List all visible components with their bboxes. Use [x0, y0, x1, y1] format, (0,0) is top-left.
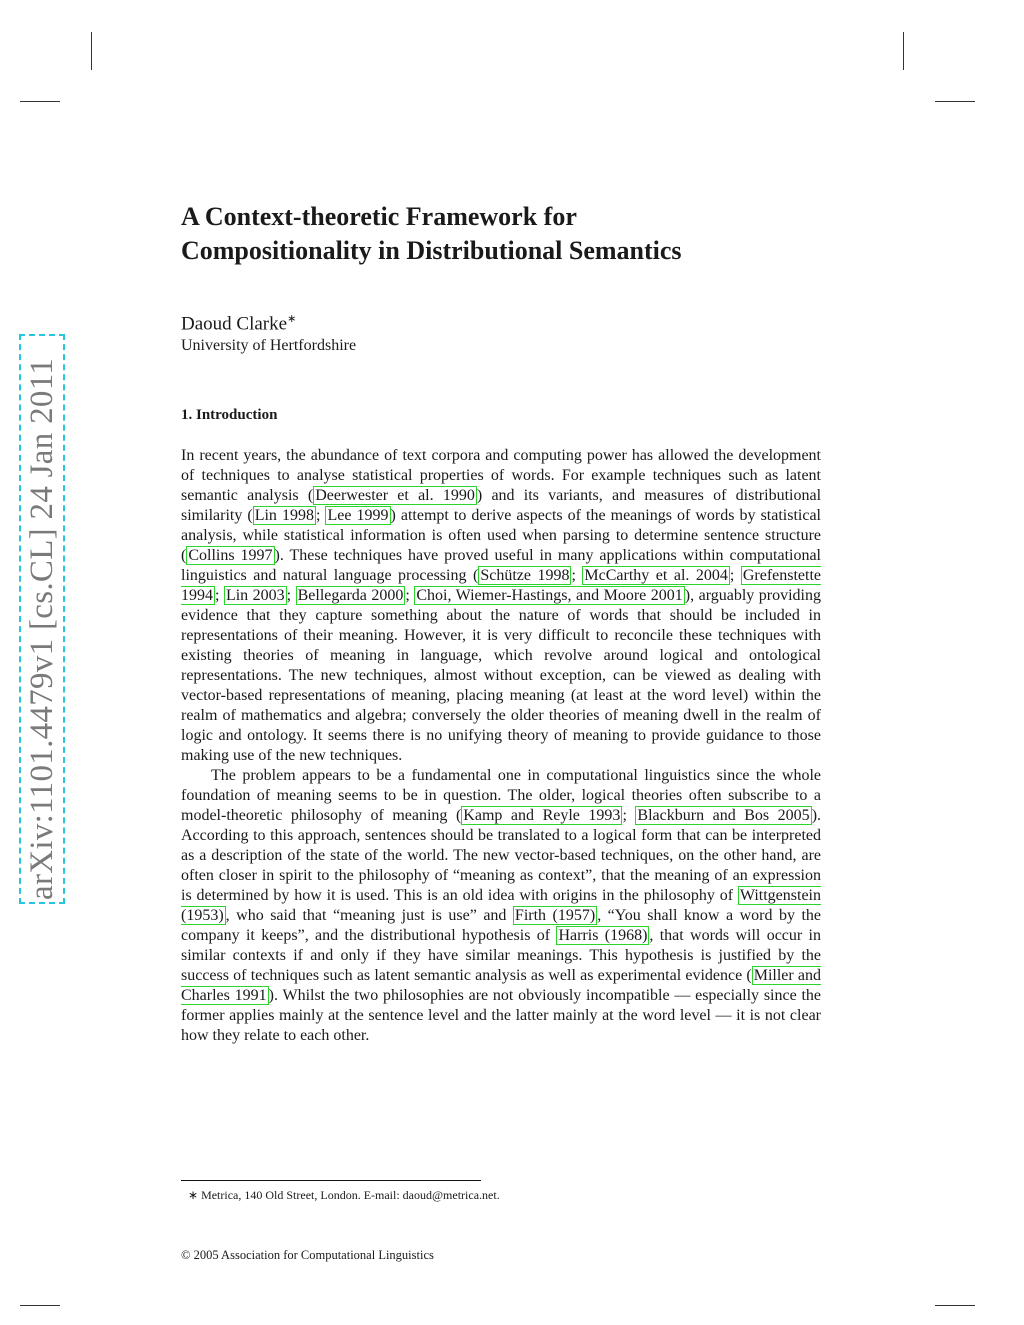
text-run: ; — [215, 587, 224, 604]
author-footnote-mark[interactable]: ∗ — [287, 313, 297, 325]
text-run: ; — [286, 587, 296, 604]
citation-link[interactable]: Lin 1998 — [254, 507, 314, 524]
copyright-notice: © 2005 Association for Computational Linguistics — [181, 1248, 434, 1262]
text-run: ; — [729, 567, 741, 584]
footnote — [188, 1188, 500, 1203]
crop-mark-bottom-right-h — [935, 1305, 975, 1306]
citation-link[interactable]: Lin 2003 — [225, 587, 285, 604]
citation-link[interactable]: Grefenstette 1994 — [181, 567, 822, 604]
citation-link[interactable]: Kamp and Reyle 1993 — [463, 807, 621, 824]
citation-link[interactable]: McCarthy et al. 2004 — [584, 567, 728, 584]
section-heading: 1. Introduction — [181, 407, 278, 423]
footnote-mark: ∗ — [188, 1188, 199, 1202]
text-run: , “You shall know a word by the company it keeps”, and the distributional hypothesis of — [181, 907, 821, 944]
paragraph-1 — [181, 446, 821, 766]
author-affiliation: University of Hertfordshire — [181, 337, 357, 354]
body-text — [181, 446, 821, 1046]
citation-link[interactable]: Harris (1968) — [558, 927, 648, 944]
crop-mark-top-right-h — [935, 101, 975, 102]
text-run: ) attempt to derive aspects of the meanings of words by statistical analysis, while statistical information is often used when parsing to determine sentence structure ( — [181, 507, 822, 564]
text-run: , that words will occur in similar contexts if and only if they have similar meanings. This hypothesis is justified by the success of techniques such as latent semantic analysis as well as experimental evidence ( — [181, 927, 822, 984]
text-run: ; — [622, 807, 636, 824]
footnote-rule — [181, 1180, 481, 1181]
citation-link[interactable]: Miller and Charles 1991 — [181, 967, 822, 1004]
citation-link[interactable]: Collins 1997 — [188, 547, 273, 564]
arxiv-identifier[interactable]: arXiv:1101.4479v1 [cs.CL] 24 Jan 2011 — [24, 357, 60, 900]
crop-mark-top-left-h — [20, 101, 60, 102]
citation-link[interactable]: Bellegarda 2000 — [297, 587, 404, 604]
crop-mark-top-right — [903, 32, 904, 70]
citation-link[interactable]: Choi, Wiemer-Hastings, and Moore 2001 — [416, 587, 683, 604]
citation-link[interactable]: Blackburn and Bos 2005 — [637, 807, 810, 824]
text-run: In recent years, the abundance of text corpora and computing power has allowed the development of techniques to analyse statistical properties of words. For example techniques such as latent semantic analysis ( — [181, 447, 821, 504]
text-run: ), arguably providing evidence that they capture something about the nature of words that should be included in representations of their meaning. However, it is very difficult to reconcile these techniques with existing theories of meaning in language, which revolve around logical and ontological representations. The new techniques, almost without exception, can be viewed as dealing with vector-based representations of meaning, placing meaning (at least at the word level) within the realm of mathematics and algebra; conversely the older theories of meaning dwell in the realm of logic and ontology. It seems there is no unifying theory of meaning to provide guidance to those making use of the new techniques. — [181, 587, 821, 764]
author-name — [181, 312, 296, 335]
citation-link[interactable]: Lee 1999 — [327, 507, 389, 524]
text-run: ; — [315, 507, 326, 524]
citation-link[interactable]: Deerwester et al. 1990 — [315, 487, 475, 504]
text-run: ). These techniques have proved useful in many applications within computational linguistics and natural language processing ( — [181, 547, 821, 584]
text-run: ) and its variants, and measures of distributional similarity ( — [181, 487, 822, 524]
author-text: Daoud Clarke — [181, 313, 288, 335]
text-run: ). Whilst the two philosophies are not obviously incompatible — especially since the former applies mainly at the sentence level and the latter mainly at the word level — it is not clear how they relate to each other. — [181, 987, 822, 1044]
crop-mark-top-left — [91, 32, 92, 70]
paragraph-2 — [181, 766, 821, 1046]
title-line-2: Compositionality in Distributional Semantics — [181, 236, 682, 265]
paper-title — [181, 200, 841, 268]
footnote-text: Metrica, 140 Old Street, London. E-mail: daoud@metrica.net. — [201, 1188, 500, 1202]
text-run: , who said that “meaning just is use” and — [225, 907, 513, 924]
text-run: ; — [571, 567, 583, 584]
text-run: ). According to this approach, sentences should be translated to a logical form that can be interpreted as a description of the state of the world. The new vector-based techniques, on the other hand, are often closer in spirit to the philosophy of “meaning as context”, that the meaning of an expression is determined by how it is used. This is an old idea with origins in the philosophy of — [181, 807, 822, 904]
citation-link[interactable]: Wittgenstein (1953) — [181, 887, 821, 924]
citation-link[interactable]: Schütze 1998 — [480, 567, 570, 584]
crop-mark-bottom-left-h — [20, 1305, 60, 1306]
text-run: ; — [405, 587, 415, 604]
citation-link[interactable]: Firth (1957) — [514, 907, 596, 924]
text-run: The problem appears to be a fundamental one in computational linguistics since the whole foundation of meaning seems to be in question. The older, logical theories often subscribe to a model-theoretic philosophy of meaning ( — [181, 767, 821, 824]
title-line-1: A Context-theoretic Framework for — [181, 202, 577, 231]
